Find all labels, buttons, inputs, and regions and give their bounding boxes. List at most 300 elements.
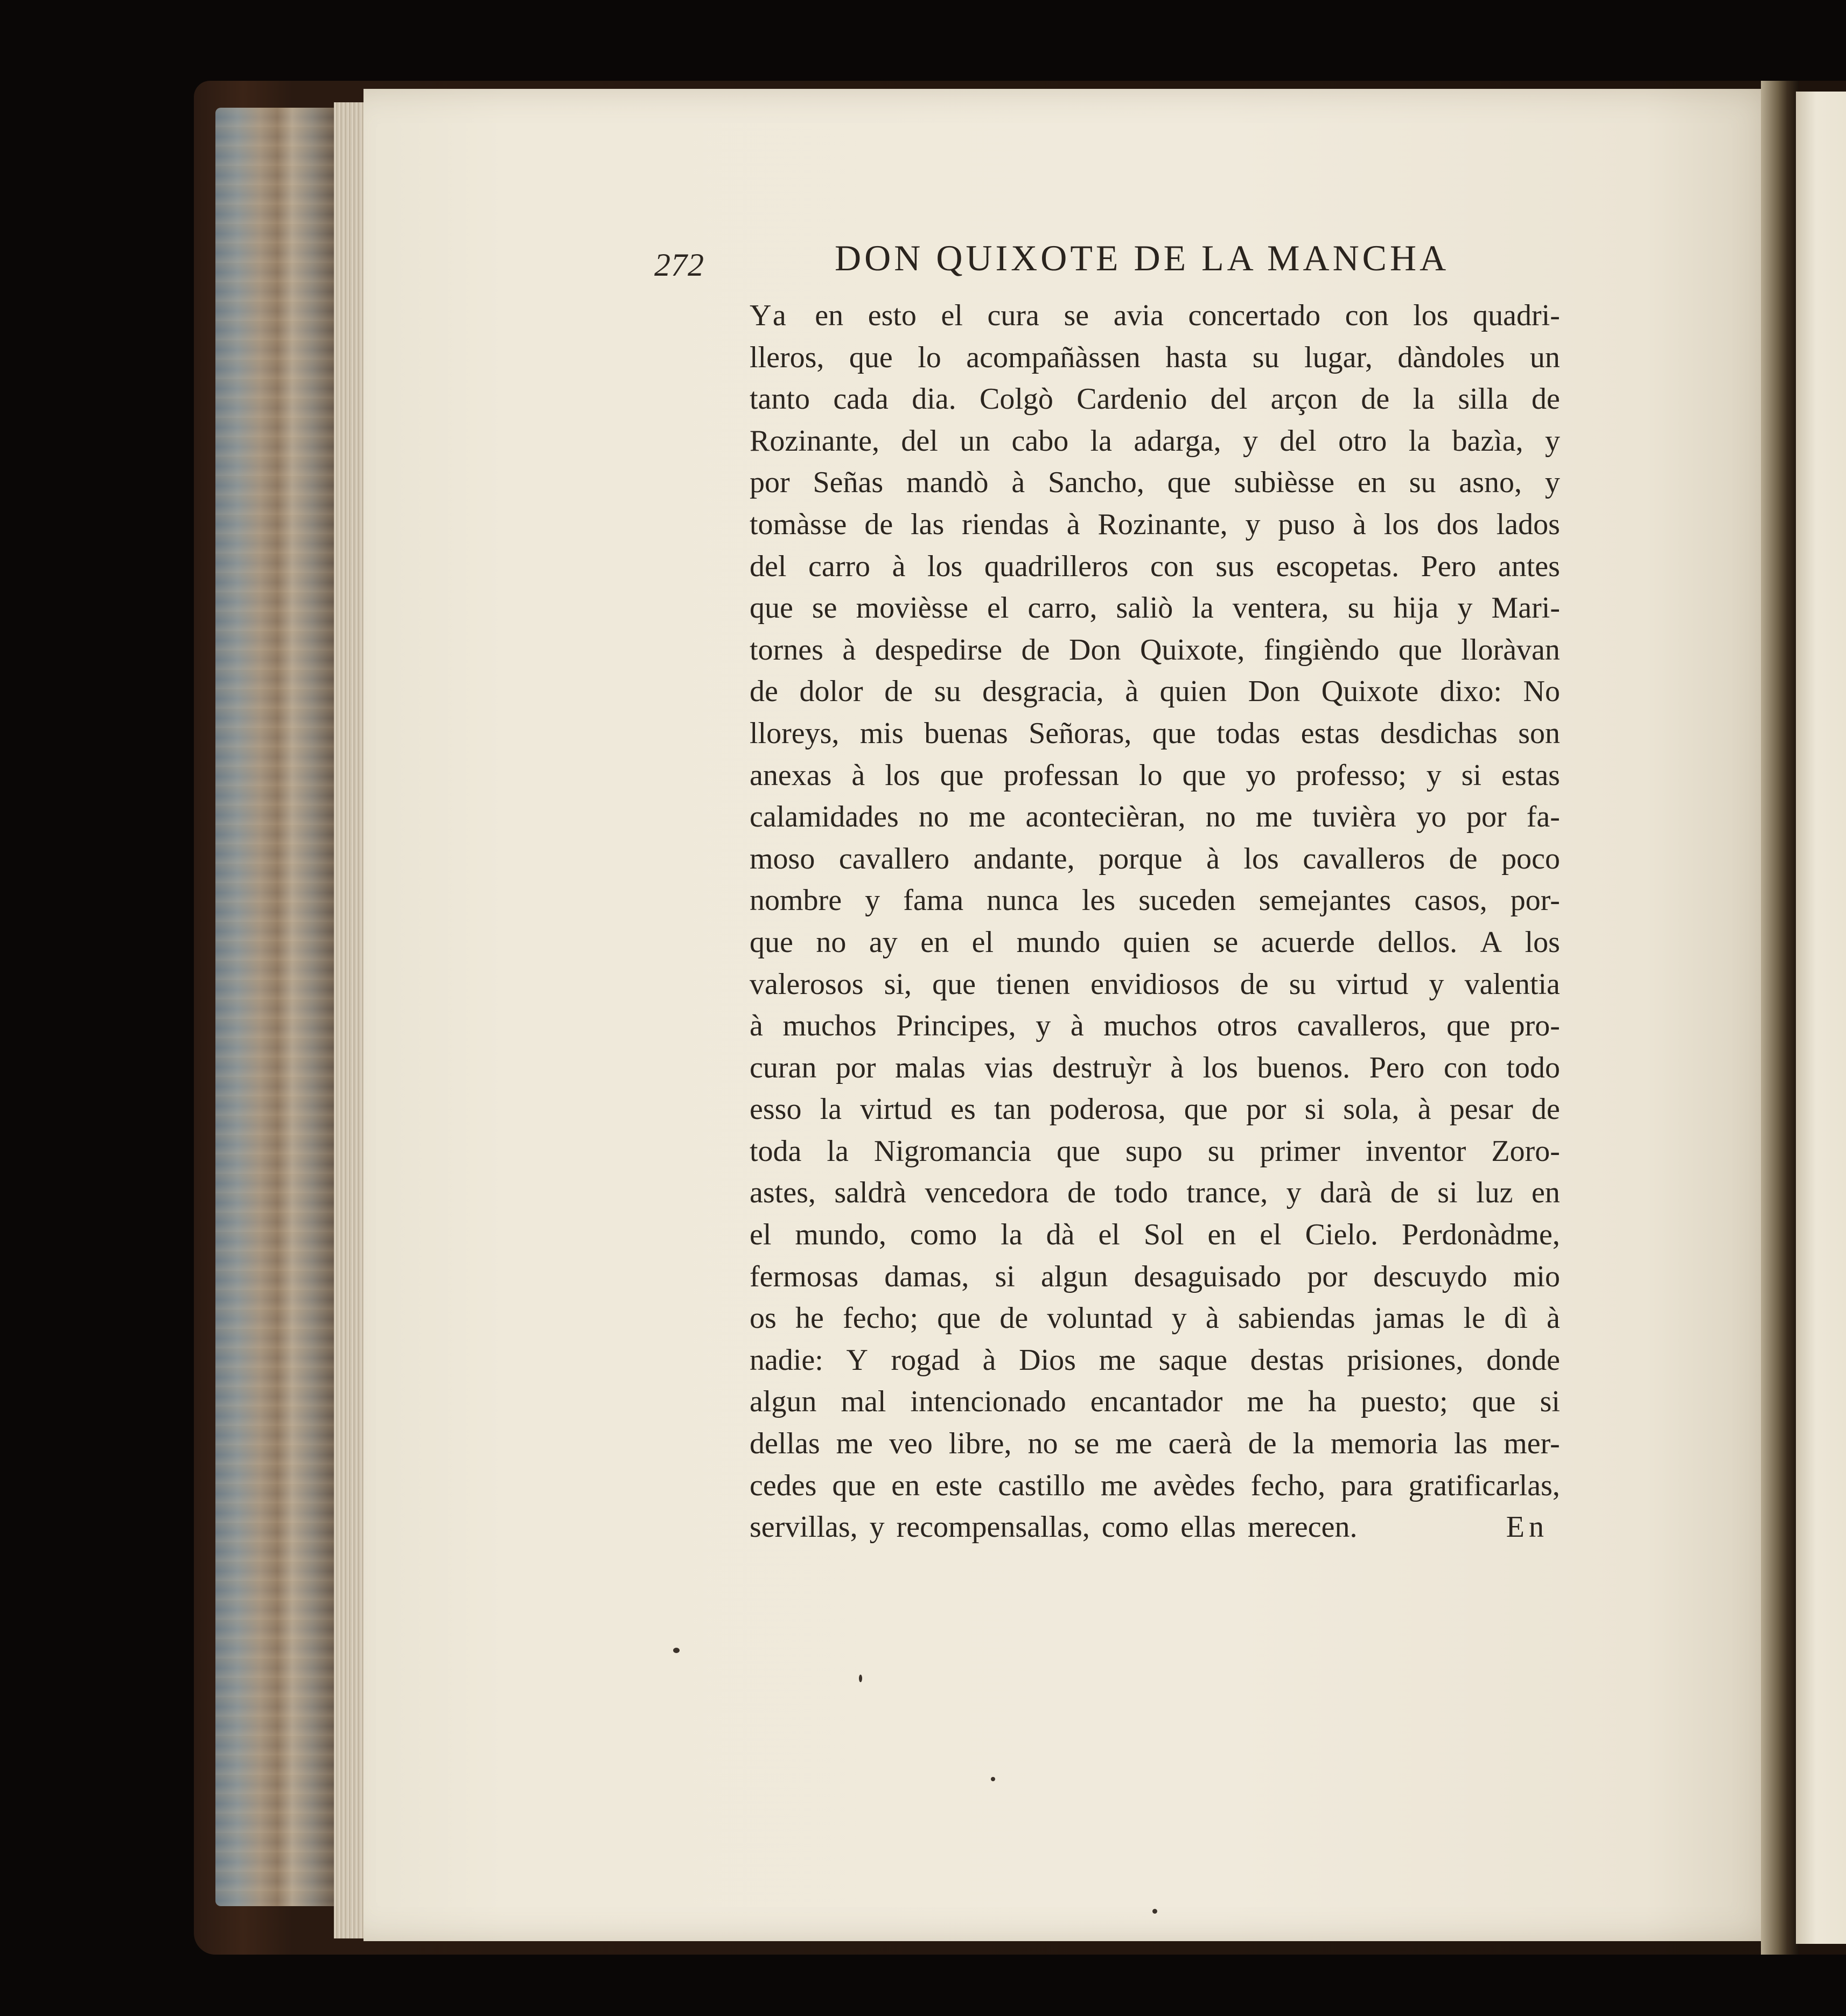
- word: servillas,: [750, 1510, 858, 1544]
- word: destruỳr: [1052, 1051, 1151, 1084]
- word: ventera,: [1232, 591, 1329, 625]
- word: donde: [1486, 1343, 1560, 1377]
- word: del: [901, 424, 938, 458]
- word: quien: [1159, 675, 1227, 709]
- word: que: [1167, 466, 1211, 500]
- word: Rozinante,: [1097, 507, 1228, 541]
- text-line: [750, 1340, 1560, 1382]
- word: estas: [1300, 716, 1360, 750]
- text-line: [750, 1131, 1560, 1173]
- word: adarga,: [1134, 424, 1221, 458]
- word: tan: [994, 1093, 1031, 1126]
- word: poderosa,: [1049, 1093, 1166, 1126]
- word: que: [1399, 633, 1442, 667]
- word: cada: [833, 382, 889, 416]
- text-line: [750, 504, 1560, 546]
- word: los: [1413, 299, 1449, 332]
- word: por: [1246, 1093, 1286, 1126]
- word: poco: [1501, 842, 1560, 876]
- word: del: [750, 549, 787, 583]
- word: saque: [1158, 1343, 1228, 1377]
- word: su: [1347, 591, 1375, 625]
- text-line: [750, 922, 1560, 964]
- word: que: [750, 591, 793, 625]
- word: Don: [1069, 633, 1121, 667]
- word: el: [941, 299, 963, 332]
- text-line: [750, 629, 1560, 671]
- word: esso: [750, 1093, 802, 1126]
- word: que: [937, 1301, 981, 1335]
- word: que: [1182, 758, 1226, 792]
- running-head: DON QUIXOTE DE LA MANCHA: [835, 237, 1450, 278]
- word: Señoras,: [1029, 716, 1132, 750]
- word: le: [1463, 1301, 1486, 1335]
- word: lo: [918, 340, 941, 374]
- word: los: [1383, 507, 1420, 541]
- word: cavallero: [838, 842, 950, 876]
- word: yo: [1416, 800, 1446, 834]
- word: del: [1279, 424, 1317, 458]
- page-speck: [673, 1648, 680, 1653]
- word: tanto: [750, 382, 810, 416]
- word: tomàsse: [750, 507, 847, 541]
- word: prisiones,: [1347, 1343, 1464, 1377]
- word: estas: [1501, 758, 1560, 792]
- text-line: [750, 796, 1560, 838]
- word: y: [1036, 1009, 1051, 1043]
- word: rogad: [891, 1343, 960, 1377]
- word: antes: [1498, 549, 1560, 583]
- word: esto: [868, 299, 917, 332]
- word: Sancho,: [1048, 466, 1144, 500]
- word: que: [940, 758, 984, 792]
- word: saliò: [1116, 591, 1173, 625]
- word: que: [1446, 1009, 1491, 1043]
- word: cavalleros,: [1297, 1009, 1427, 1043]
- text-line: [750, 1423, 1560, 1465]
- word: Pero: [1421, 549, 1477, 583]
- text-line: [750, 1507, 1560, 1549]
- word: à: [1011, 466, 1025, 500]
- word: es: [950, 1093, 976, 1126]
- word: su: [1289, 967, 1316, 1001]
- word: su: [1409, 466, 1436, 500]
- word: semejantes: [1258, 884, 1392, 918]
- word: todo: [1114, 1176, 1168, 1210]
- word: calamidades: [750, 800, 899, 834]
- word: por: [1466, 800, 1507, 834]
- word: la: [1001, 1218, 1023, 1252]
- word: avèdes: [1153, 1468, 1235, 1502]
- word: à: [1170, 1051, 1184, 1084]
- word: Dios: [1019, 1343, 1076, 1377]
- word: como: [910, 1218, 977, 1252]
- word: à: [1205, 1301, 1219, 1335]
- word: suceden: [1138, 884, 1236, 918]
- word: tuvièra: [1312, 800, 1396, 834]
- text-line: [750, 546, 1560, 588]
- word: mio: [1513, 1259, 1560, 1293]
- word: Quixote,: [1139, 633, 1245, 667]
- word: me: [836, 1427, 873, 1461]
- word: otro: [1338, 424, 1387, 458]
- word: silla: [1458, 382, 1508, 416]
- word: carro: [808, 549, 870, 583]
- word: No: [1523, 675, 1560, 709]
- word: Sol: [1143, 1218, 1184, 1252]
- word: que: [932, 967, 976, 1001]
- word: en: [1357, 466, 1386, 500]
- word: fingièndo: [1263, 633, 1380, 667]
- word: porque: [1099, 842, 1183, 876]
- text-line: [750, 1172, 1560, 1214]
- word: sola,: [1343, 1093, 1400, 1126]
- word: su: [1207, 1134, 1235, 1168]
- word: Perdonàdme,: [1401, 1218, 1560, 1252]
- word: y: [1242, 424, 1258, 458]
- word: voluntad: [1047, 1301, 1153, 1335]
- word: si: [1304, 1093, 1325, 1126]
- word: puso: [1278, 507, 1335, 541]
- word: os: [750, 1301, 777, 1335]
- word: dos: [1437, 507, 1479, 541]
- word: algun: [1041, 1259, 1108, 1293]
- word: ha: [1307, 1385, 1337, 1419]
- text-line: [750, 1047, 1560, 1089]
- word: concertado: [1188, 299, 1321, 332]
- word: Ya: [750, 299, 791, 332]
- word: inventor: [1365, 1134, 1466, 1168]
- word: un: [960, 424, 990, 458]
- book-gutter: [1761, 81, 1799, 1955]
- word: darà: [1320, 1176, 1372, 1210]
- word: se: [1064, 299, 1089, 332]
- word: Nigromancia: [873, 1134, 1032, 1168]
- word: valerosos: [750, 967, 864, 1001]
- word: memoria: [1330, 1427, 1438, 1461]
- word: envidiosos: [1090, 967, 1220, 1001]
- word: y: [1171, 1301, 1187, 1335]
- word: la: [1292, 1427, 1314, 1461]
- word: otros: [1217, 1009, 1278, 1043]
- word: y: [1245, 507, 1261, 541]
- word: Zoro-: [1491, 1134, 1560, 1168]
- word: supo: [1125, 1134, 1183, 1168]
- word: à: [842, 633, 856, 667]
- page-edges: [334, 102, 366, 1938]
- word: que: [832, 1468, 876, 1502]
- word: me: [1247, 1385, 1284, 1419]
- word: avia: [1113, 299, 1164, 332]
- word: dixo:: [1439, 675, 1502, 709]
- word: desaguisado: [1134, 1259, 1282, 1293]
- word: acontecièran,: [1025, 800, 1186, 834]
- word: asno,: [1459, 466, 1522, 500]
- word: à: [1547, 1301, 1560, 1335]
- word: el: [1260, 1218, 1282, 1252]
- word: de: [750, 675, 778, 709]
- word: gratificarlas,: [1408, 1468, 1560, 1502]
- word: que: [1184, 1093, 1228, 1126]
- word: sus: [1215, 549, 1254, 583]
- word: quien: [1123, 925, 1191, 959]
- word: por: [750, 466, 790, 500]
- word: lados: [1496, 507, 1560, 541]
- word: lugar,: [1304, 340, 1373, 374]
- word: veo: [889, 1427, 933, 1461]
- text-line: [750, 838, 1560, 880]
- word: cavalleros: [1303, 842, 1425, 876]
- word: me: [969, 800, 1006, 834]
- word: mandò: [906, 466, 989, 500]
- word: professan: [1003, 758, 1120, 792]
- word: curan: [750, 1051, 817, 1084]
- word: y: [1426, 758, 1442, 792]
- word: los: [1202, 1051, 1238, 1084]
- word: si: [1461, 758, 1482, 792]
- word: no: [918, 800, 949, 834]
- word: todo: [1506, 1051, 1560, 1084]
- word: que: [1472, 1385, 1516, 1419]
- word: no: [1205, 800, 1236, 834]
- body-text: [750, 295, 1560, 1549]
- word: luz: [1476, 1176, 1513, 1210]
- word: que: [1152, 716, 1196, 750]
- word: descuydo: [1373, 1259, 1487, 1293]
- text-line: [750, 1214, 1560, 1256]
- word: muchos: [782, 1009, 877, 1043]
- word: à: [892, 549, 906, 583]
- text-line: [750, 1298, 1560, 1340]
- word: A: [1480, 925, 1502, 959]
- word: y: [1544, 466, 1560, 500]
- word: en: [891, 1468, 920, 1502]
- word: de: [1449, 842, 1478, 876]
- text-line: [750, 713, 1560, 755]
- word: en: [1532, 1176, 1560, 1210]
- word: de: [1248, 1427, 1277, 1461]
- word: con: [1150, 549, 1194, 583]
- word: los: [1243, 842, 1279, 876]
- word: les: [1081, 884, 1116, 918]
- word: algun: [750, 1385, 817, 1419]
- word: libre,: [948, 1427, 1012, 1461]
- text-line: [750, 1465, 1560, 1507]
- word: hasta: [1165, 340, 1228, 374]
- word: y: [865, 884, 880, 918]
- word: y: [1429, 967, 1444, 1001]
- word: son: [1518, 716, 1560, 750]
- word: à: [1125, 675, 1139, 709]
- catchword: En: [1506, 1510, 1548, 1544]
- word: nunca: [987, 884, 1059, 918]
- word: primer: [1260, 1134, 1340, 1168]
- word: acompañàssen: [966, 340, 1141, 374]
- word: de: [1240, 967, 1269, 1001]
- word: moso: [750, 842, 815, 876]
- word: anexas: [750, 758, 832, 792]
- word: dellas: [750, 1427, 820, 1461]
- word: Rozinante,: [750, 424, 880, 458]
- word: Señas: [813, 466, 884, 500]
- word: si: [995, 1259, 1015, 1293]
- marbled-fore-edge: [215, 108, 339, 1906]
- text-line: [750, 462, 1560, 504]
- word: de: [1532, 382, 1560, 416]
- word: buenas: [924, 716, 1008, 750]
- word: me: [1099, 1343, 1136, 1377]
- word: dia.: [912, 382, 956, 416]
- word: se: [812, 591, 837, 625]
- word: y: [869, 1510, 885, 1544]
- word: malas: [895, 1051, 966, 1084]
- word: à: [1353, 507, 1366, 541]
- word: fa-: [1526, 800, 1560, 834]
- page-speck: [1152, 1909, 1157, 1914]
- word: lloràvan: [1461, 633, 1560, 667]
- word: pro-: [1509, 1009, 1560, 1043]
- word: ellas: [1180, 1510, 1236, 1544]
- word: dì: [1504, 1301, 1528, 1335]
- word: por: [1307, 1259, 1348, 1293]
- word: con: [1345, 299, 1389, 332]
- word: bazìa,: [1452, 424, 1523, 458]
- word: este: [935, 1468, 983, 1502]
- word: desgracia,: [982, 675, 1104, 709]
- facing-page-edge: [1796, 92, 1846, 1944]
- text-line: [750, 671, 1560, 713]
- word: desdichas: [1380, 716, 1498, 750]
- word: para: [1341, 1468, 1393, 1502]
- word: la: [1413, 382, 1435, 416]
- word: fecho;: [843, 1301, 919, 1335]
- word: se: [1213, 925, 1239, 959]
- word: intencionado: [910, 1385, 1066, 1419]
- word: mundo: [1016, 925, 1101, 959]
- page-speck: [859, 1675, 862, 1682]
- word: que: [750, 925, 793, 959]
- word: fermosas: [750, 1259, 859, 1293]
- word: de: [1067, 1176, 1096, 1210]
- word: Y: [846, 1343, 868, 1377]
- word: buenos.: [1257, 1051, 1351, 1084]
- text-line: [750, 1256, 1560, 1298]
- word: del: [1210, 382, 1248, 416]
- word: astes,: [750, 1176, 816, 1210]
- word: destas: [1250, 1343, 1324, 1377]
- word: andante,: [973, 842, 1075, 876]
- text-line: [750, 755, 1560, 797]
- word: à: [851, 758, 865, 792]
- word: saldrà: [834, 1176, 907, 1210]
- word: Cardenio: [1076, 382, 1187, 416]
- word: cedes: [750, 1468, 817, 1502]
- word: en: [920, 925, 949, 959]
- word: la: [820, 1093, 842, 1126]
- word: su: [1252, 340, 1279, 374]
- word: à: [1070, 1009, 1084, 1043]
- word: cabo: [1011, 424, 1069, 458]
- word: Don: [1248, 675, 1300, 709]
- word: dà: [1046, 1218, 1075, 1252]
- word: con: [1443, 1051, 1487, 1084]
- word: lleros,: [750, 340, 824, 374]
- word: Pero: [1369, 1051, 1425, 1084]
- word: me: [1255, 800, 1293, 834]
- word: carro,: [1027, 591, 1097, 625]
- word: y: [1286, 1176, 1302, 1210]
- word: vencedora: [925, 1176, 1049, 1210]
- word: los: [885, 758, 920, 792]
- word: arçon: [1270, 382, 1338, 416]
- word: dàndoles: [1397, 340, 1505, 374]
- word: la: [1090, 424, 1113, 458]
- word: si,: [884, 967, 912, 1001]
- word: muchos: [1103, 1009, 1198, 1043]
- word: quadri-: [1473, 299, 1560, 332]
- text-line: [750, 379, 1560, 421]
- word: mal: [841, 1385, 886, 1419]
- word: virtud: [860, 1093, 932, 1126]
- word: professo;: [1296, 758, 1407, 792]
- word: damas,: [884, 1259, 969, 1293]
- word: lloreys,: [750, 716, 840, 750]
- word: Principes,: [896, 1009, 1016, 1043]
- word: acuerde: [1261, 925, 1355, 959]
- word: sabiendas: [1237, 1301, 1355, 1335]
- word: de: [884, 675, 913, 709]
- word: vias: [984, 1051, 1033, 1084]
- word: puesto;: [1360, 1385, 1448, 1419]
- text-line: [750, 295, 1560, 337]
- text-line: [750, 587, 1560, 629]
- word: dolor: [799, 675, 863, 709]
- word: Quixote: [1321, 675, 1419, 709]
- word: no: [1027, 1427, 1058, 1461]
- word: he: [795, 1301, 824, 1335]
- word: virtud: [1336, 967, 1409, 1001]
- word: movièsse: [856, 591, 968, 625]
- word: nadie:: [750, 1343, 823, 1377]
- word: subièsse: [1234, 466, 1335, 500]
- word: me: [1100, 1468, 1138, 1502]
- word: escopetas.: [1276, 549, 1400, 583]
- word: la: [827, 1134, 849, 1168]
- word: su: [934, 675, 961, 709]
- word: tornes: [750, 633, 823, 667]
- word: à: [982, 1343, 996, 1377]
- word: jamas: [1374, 1301, 1445, 1335]
- word: merecen.: [1247, 1510, 1358, 1544]
- text-line: [750, 1005, 1560, 1047]
- word: si: [1437, 1176, 1458, 1210]
- word: que: [849, 340, 893, 374]
- text-line: [750, 880, 1560, 922]
- word: de: [1390, 1176, 1419, 1210]
- word: riendas: [962, 507, 1049, 541]
- word: quadrilleros: [984, 549, 1129, 583]
- word: trance,: [1186, 1176, 1268, 1210]
- word: hija: [1393, 591, 1439, 625]
- word: se: [1074, 1427, 1100, 1461]
- word: en: [815, 299, 844, 332]
- page-number: 272: [654, 247, 704, 283]
- word: dellos.: [1377, 925, 1458, 959]
- word: todas: [1216, 716, 1281, 750]
- word: castillo: [998, 1468, 1085, 1502]
- word: pesar: [1449, 1093, 1513, 1126]
- word: nombre: [750, 884, 842, 918]
